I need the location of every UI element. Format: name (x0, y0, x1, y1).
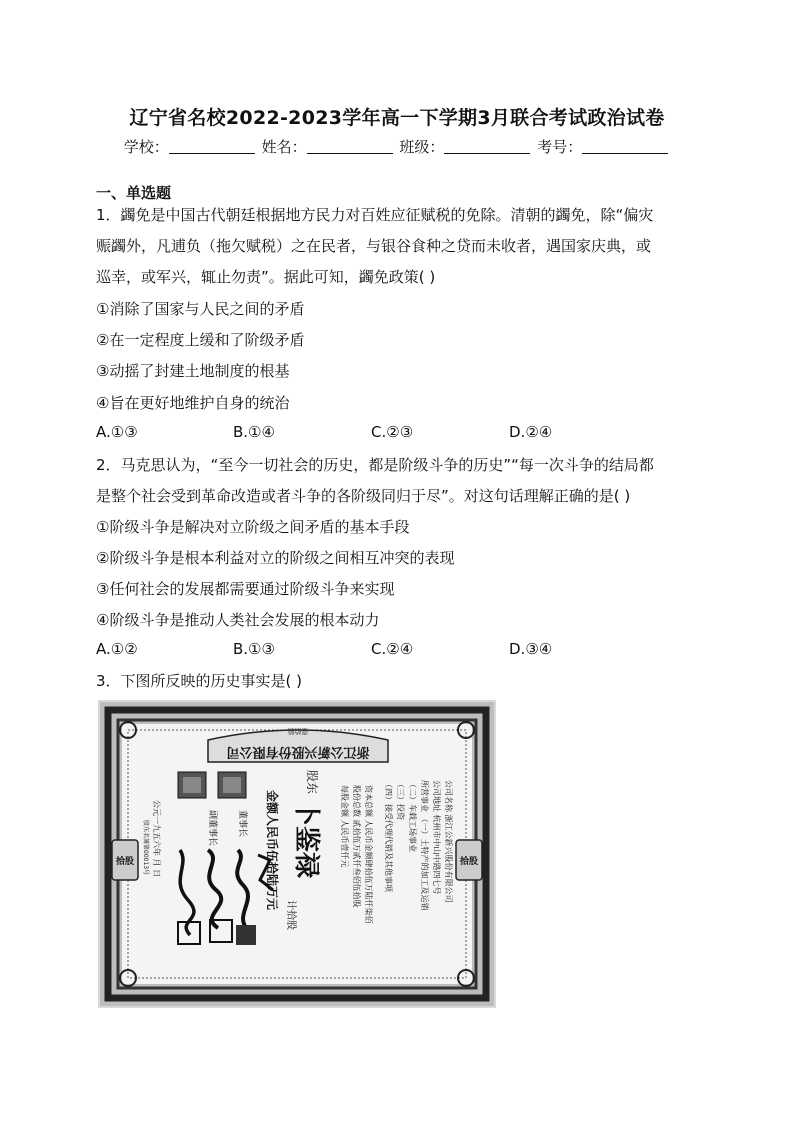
cert-right-col-5: （三）投资 (396, 780, 405, 820)
cert-capital-col-1: 资本总额 人民币金额肆拾伍万陆仟柒佰 (364, 785, 373, 924)
exam-number-blank[interactable] (582, 139, 668, 154)
q1-option-a[interactable]: A.①③ (96, 423, 138, 441)
q2-stem-line-1: 2．马克思认为，“至今一切社会的历史，都是阶级斗争的历史”“每一次斗争的结局都 (96, 456, 654, 474)
stock-certificate-image (98, 700, 496, 1008)
class-blank[interactable] (444, 139, 530, 154)
cert-right-medallion: 拾股 (459, 857, 479, 867)
cert-top-label: 壹拾股 (287, 727, 309, 735)
q1-item-1: ①消除了国家与人民之间的矛盾 (96, 300, 305, 318)
name-label: 姓名： (261, 138, 307, 156)
q2-item-2: ②阶级斗争是根本利益对立的阶级之间相互冲突的表现 (96, 549, 455, 567)
cert-vice-label: 副董事长 (207, 810, 217, 847)
cert-right-col-4: （二）车载工场事业 (408, 780, 417, 852)
q2-item-4: ④阶级斗争是推动人类社会发展的根本动力 (96, 611, 380, 629)
q1-item-2: ②在一定程度上缓和了阶级矛盾 (96, 331, 305, 349)
q1-option-d[interactable]: D.②④ (509, 423, 553, 441)
cert-shareholder-name: 卜鉴禄 (291, 800, 321, 879)
school-blank[interactable] (169, 139, 255, 154)
student-info-row (0, 136, 794, 157)
class-label: 班级： (399, 138, 445, 156)
name-blank[interactable] (307, 139, 393, 154)
cert-right-col-1: 公司名称 浙江公新兴股份有限公司 (444, 780, 453, 903)
q1-stem-line-2: 赈蠲外，凡逋负（拖欠赋税）之在民者，与银谷食种之贷而未收者，遇国家庆典，或 (96, 237, 652, 255)
q1-option-b[interactable]: B.①④ (233, 423, 275, 441)
school-label: 学校： (123, 138, 169, 156)
q1-option-c[interactable]: C.②③ (371, 423, 414, 441)
section-heading: 一、单选题 (96, 184, 172, 202)
q2-option-a[interactable]: A.①② (96, 640, 138, 658)
q3-stem: 3．下图所反映的历史事实是( ) (96, 672, 303, 690)
q2-stem-line-2: 是整个社会受到革命改造或者斗争的各阶级同归于尽”。对这句话理解正确的是( ) (96, 487, 631, 505)
cert-right-col-2: 公司地址 杭州市中山中路四七号 (432, 780, 441, 895)
q2-item-1: ①阶级斗争是解决对立阶级之间矛盾的基本手段 (96, 518, 410, 536)
cert-chairman-label: 董事长 (237, 810, 247, 838)
exam-title: 辽宁省名校2022-2023学年高一下学期3月联合考试政治试卷 (129, 107, 665, 129)
q1-stem-line-3: 巡幸，或军兴，辄止勿责”。据此可知，蠲免政策( ) (96, 268, 436, 286)
cert-capital-col-2: 股份总数 贰拾伍万贰仟叁佰伍拾股 (352, 785, 361, 908)
exam-number-label: 考号： (537, 138, 583, 156)
cert-capital-col-3: 每股金额 人民币壹仟元 (340, 785, 349, 868)
q1-item-4: ④旨在更好地维护自身的统治 (96, 394, 290, 412)
cert-right-col-3: 所营事业 （一）土特产的加工及运销 (420, 780, 429, 911)
cert-left-medallion: 拾股 (115, 857, 135, 867)
cert-right-col-6: （四）接受代理代销及其他事项 (384, 780, 393, 892)
q2-item-3: ③任何社会的发展都需要通过阶级斗争来实现 (96, 580, 395, 598)
q2-option-d[interactable]: D.③④ (509, 640, 553, 658)
cert-side-chars: 计拾股 (285, 900, 296, 930)
q2-option-b[interactable]: B.①③ (233, 640, 275, 658)
cert-amount: 金额人民币伍拾陆万元 (265, 790, 279, 911)
q1-stem-line-1: 1．蠲免是中国古代朝廷根据地方民力对百姓应征赋税的免除。清朝的蠲免，除“偏灾 (96, 206, 654, 224)
cert-date-col: 公元一九五六年 月 日 (152, 800, 161, 878)
cert-serial: 股东名簿第00013号 (142, 820, 149, 876)
cert-shareholder-label: 股东 (305, 770, 319, 795)
q1-item-3: ③动摇了封建土地制度的根基 (96, 362, 290, 380)
cert-company-name: 浙江公新兴股份有限公司 (226, 744, 370, 759)
q2-option-c[interactable]: C.②④ (371, 640, 414, 658)
